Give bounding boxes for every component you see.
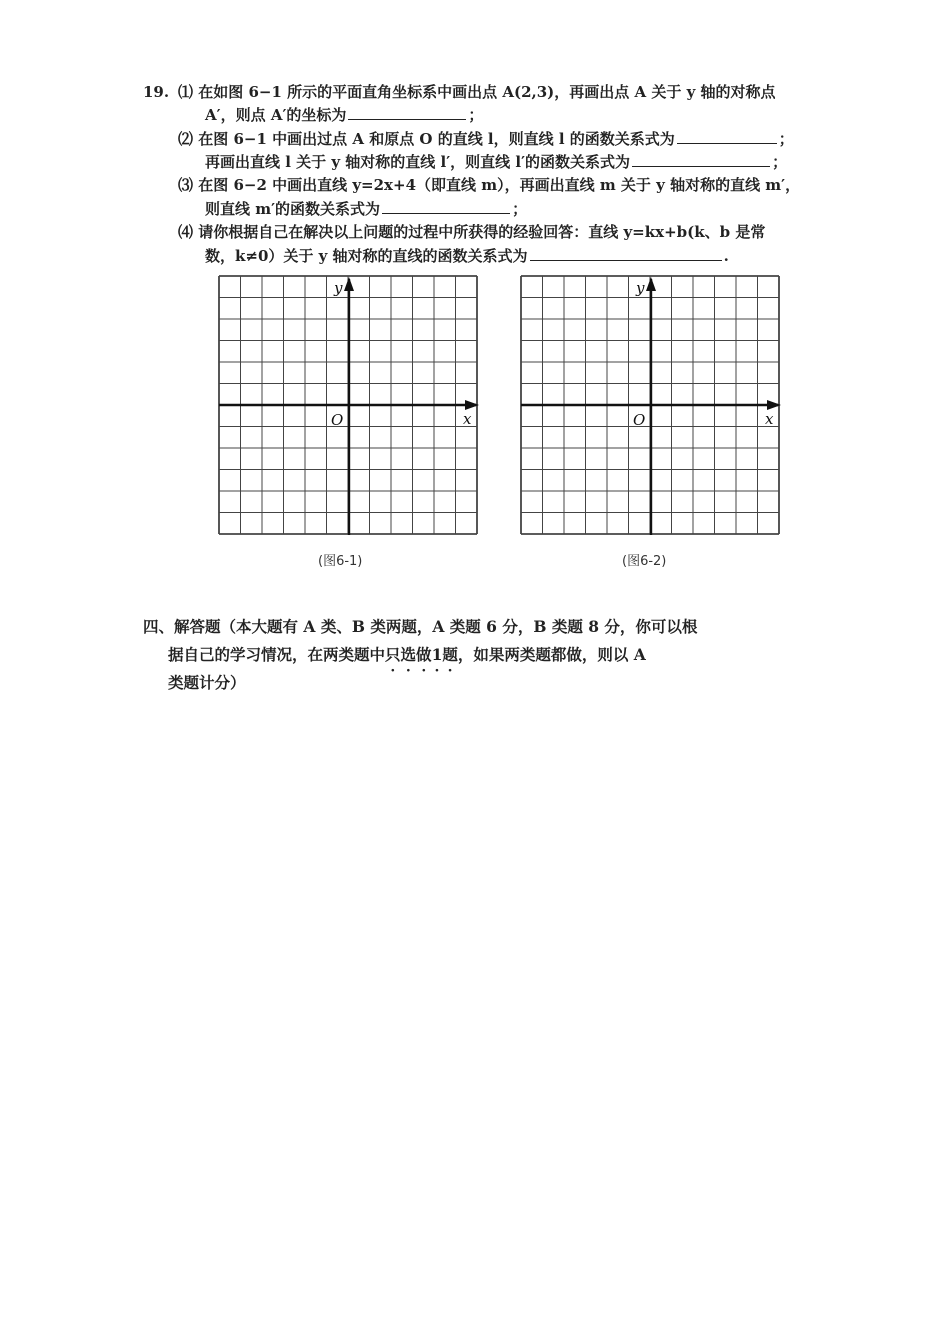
emphasis-char: 1 ·: [432, 645, 443, 664]
emphasis-char: 只: [385, 645, 401, 664]
figure-caption-6-1: (图6-1): [318, 554, 363, 569]
section-text-2a: 据自己的学习情况，在两类题中: [168, 645, 386, 664]
part1-line2: [205, 104, 483, 125]
origin-label: O: [331, 411, 344, 429]
question-number: 19.: [143, 83, 170, 101]
coordinate-grid-6-2[interactable]: [520, 275, 782, 537]
part3-line2: [205, 198, 527, 219]
part3-line1: ⑶ 在图 6−2 中画出直线 y=2x+4（即直线 m），再画出直线 m 关于 y 轴对称的直线 m′，: [178, 176, 801, 194]
y-axis-arrow-icon: [344, 277, 354, 291]
answer-blank-5[interactable]: [530, 245, 722, 261]
answer-blank-3[interactable]: [632, 151, 770, 167]
origin-label: O: [633, 411, 646, 429]
part3-end: ；: [512, 200, 528, 218]
part2-line1: [178, 128, 794, 149]
part1-text: A′，则点 A′的坐标为: [205, 106, 347, 124]
part1-line1: ⑴ 在如图 6−1 所示的平面直角坐标系中画出点 A(2,3)，再画出点 A 关于 y 轴的对称点: [178, 83, 776, 101]
section-heading-line1: 四、解答题（本大题有 A 类、B 类两题，A 类题 6 分，B 类题 8 分，你可以根: [143, 617, 698, 636]
coordinate-grid-6-1[interactable]: [218, 275, 480, 537]
x-axis-label: x: [765, 410, 774, 428]
part4-end: .: [723, 247, 729, 265]
answer-blank-4[interactable]: [382, 198, 510, 214]
section-heading-line2: [168, 642, 646, 668]
part2-end-1: ；: [778, 130, 794, 148]
y-axis-arrow-icon: [646, 277, 656, 291]
part1-end: ；: [468, 106, 484, 124]
section-text-2b: ，如果两类题都做，则以 A: [457, 645, 646, 664]
part2-end-2: ；: [772, 153, 788, 171]
part4-line1: ⑷ 请你根据自己在解决以上问题的过程中所获得的经验回答：直线 y=kx+b(k、b 是常: [178, 223, 766, 241]
part4-line2: [205, 245, 729, 266]
answer-blank-1[interactable]: [348, 104, 466, 120]
section-heading-line3: 类题计分）: [168, 673, 246, 692]
answer-blank-2[interactable]: [677, 128, 777, 144]
part3-text: 则直线 m′的函数关系式为: [205, 200, 381, 218]
emphasized-text: [385, 645, 458, 664]
figure-caption-6-2: (图6-2): [622, 554, 667, 569]
part4-text: 数，k≠0）关于 y 轴对称的直线的函数关系式为: [205, 247, 528, 265]
part2-text-2: 再画出直线 l 关于 y 轴对称的直线 l′，则直线 l′的函数关系式为: [205, 153, 631, 171]
emphasis-char: 做: [416, 645, 432, 664]
x-axis-label: x: [463, 410, 472, 428]
y-axis-label: y: [334, 279, 343, 297]
emphasis-char: 题: [442, 645, 458, 664]
y-axis-label: y: [636, 279, 645, 297]
emphasis-char: 选: [400, 645, 417, 664]
part2-line2: [205, 151, 787, 172]
part2-text-1: ⑵ 在图 6−1 中画出过点 A 和原点 O 的直线 l，则直线 l 的函数关系式为: [178, 130, 675, 148]
